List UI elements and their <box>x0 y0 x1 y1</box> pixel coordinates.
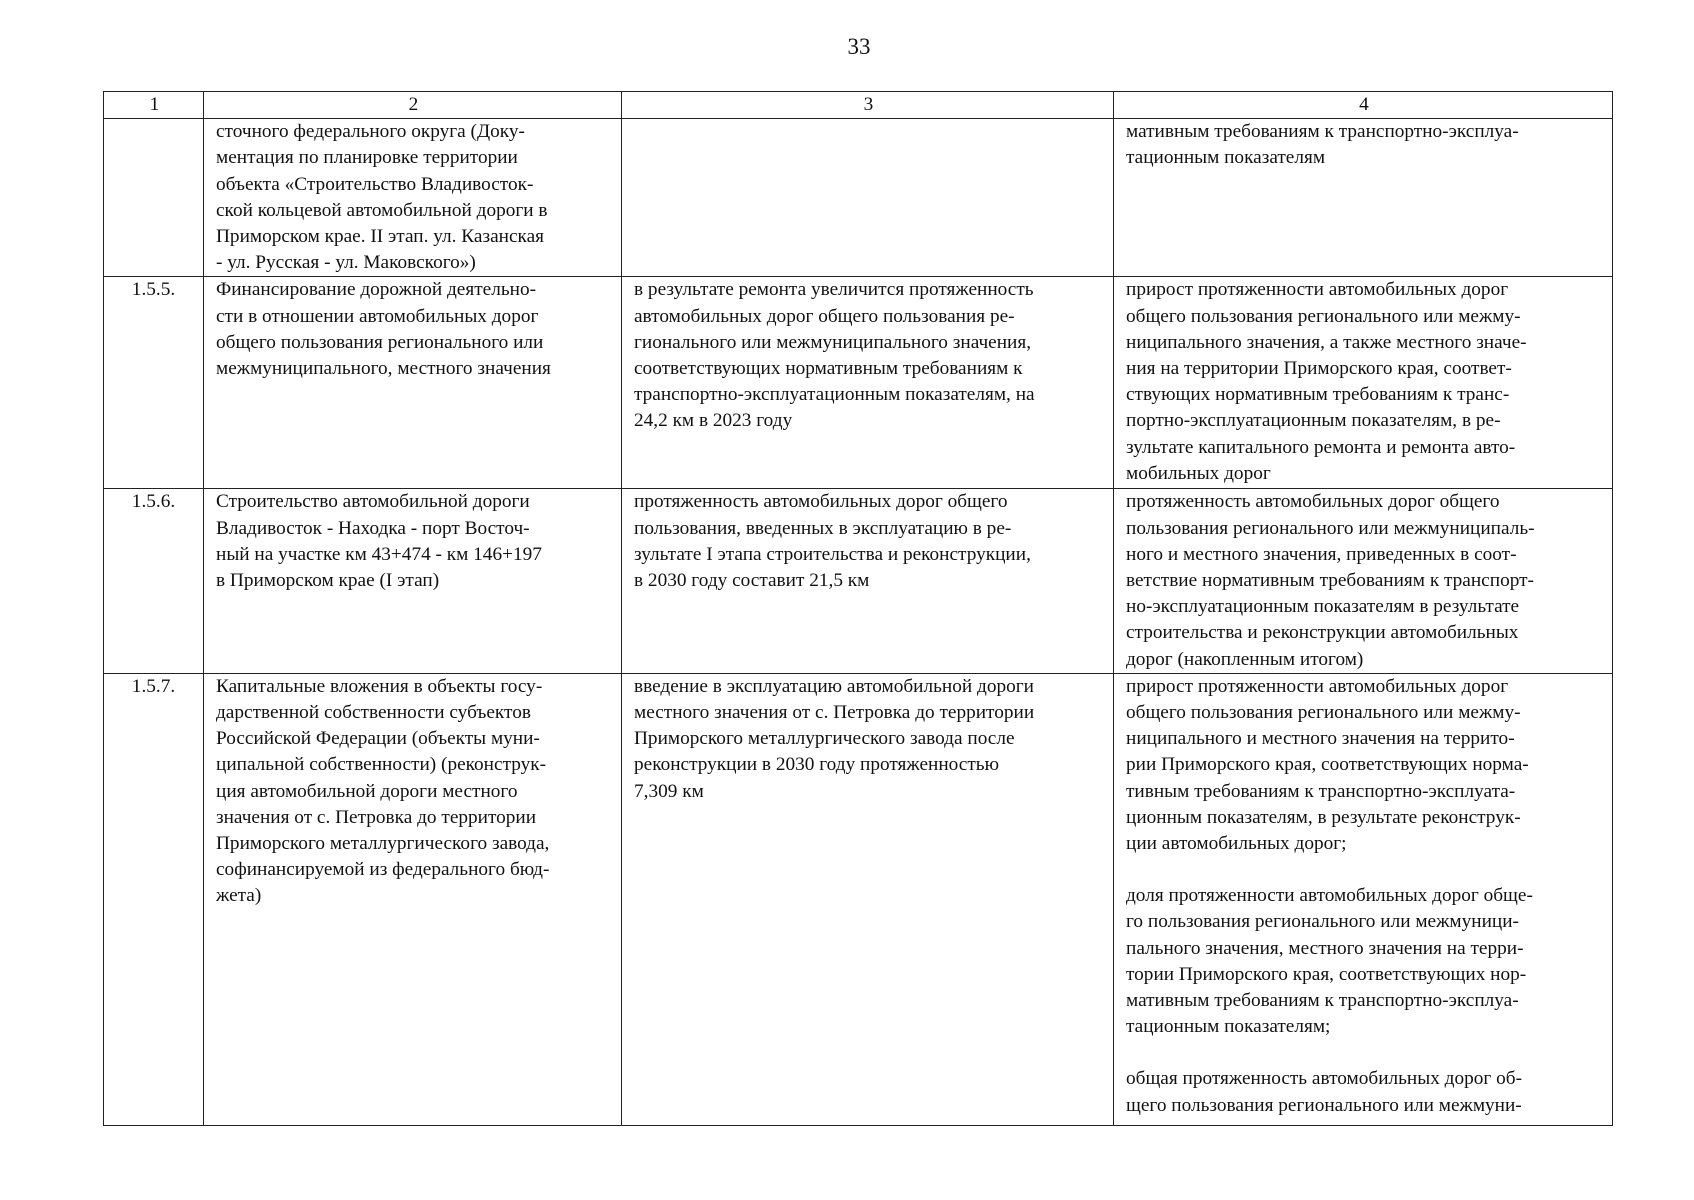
result-cell <box>622 119 1114 277</box>
measure-name: Строительство автомобильной дороги Владивосток - Находка - порт Восточ- ный на участке км 43+474 - км 146+197 в Приморском крае (I этап) <box>216 491 542 592</box>
indicator-text: прирост протяженности автомобильных дорог общего пользования регионального или межму- ниципального и местного значения на террито- рии Приморского края, соответствующих норма- тивным требованиям к транспортно-эксплуата- ционным показателям, в результате реконструк- ции автомобильных дорог; <box>1126 675 1529 855</box>
measure-name-cell <box>204 673 622 1125</box>
indicator-cell <box>1114 673 1613 1125</box>
column-number-3: 3 <box>622 92 1114 119</box>
indicator-cell <box>1114 119 1613 277</box>
result-text: введение в эксплуатацию автомобильной дороги местного значения от с. Петровка до территории Приморского металлургического завода после реконструкции в 2030 году протяженностью 7,309 км <box>634 675 1035 802</box>
paragraph-gap <box>1126 857 1602 883</box>
header-row <box>104 92 1613 119</box>
table-row <box>104 489 1613 673</box>
indicator-text: прирост протяженности автомобильных дорог общего пользования регионального или межму- ниципального значения, а также местного значе- ния на территории Приморского края, соответ- ствующих нормативным требованиям к транс- портно-эксплуатационным показателям, в ре- зультате капитального ремонта и ремонта авто- мобильных дорог <box>1126 279 1527 484</box>
paragraph-gap <box>1126 1040 1602 1066</box>
result-text: протяженность автомобильных дорог общего пользования, введенных в эксплуатацию в ре- зультате I этапа строительства и реконструкции, в 2030 году составит 21,5 км <box>634 491 1031 592</box>
table-row <box>104 119 1613 277</box>
row-number: 1.5.7. <box>104 673 204 1125</box>
indicator-cell <box>1114 277 1613 489</box>
page-number: 33 <box>847 34 871 59</box>
indicator-text: общая протяженность автомобильных дорог об- щего пользования регионального или межмуни- <box>1126 1068 1522 1116</box>
result-cell <box>622 277 1114 489</box>
measures-table <box>103 91 1613 1126</box>
row-number <box>104 119 204 277</box>
result-cell <box>622 673 1114 1125</box>
indicator-text: протяженность автомобильных дорог общего пользования регионального или межмуниципаль- ного и местного значения, приведенных в соот- ветствие нормативным требованиям к транспорт- но-эксплуатационным показателям в результате строительства и реконструкции автомобильных дорог (накопленным итогом) <box>1126 491 1535 670</box>
indicator-cell <box>1114 489 1613 673</box>
table-row <box>104 277 1613 489</box>
indicator-text: мативным требованиям к транспортно-эксплуа- тационным показателям <box>1126 121 1519 169</box>
measure-name-cell <box>204 277 622 489</box>
measure-name-cell <box>204 489 622 673</box>
measure-name: Финансирование дорожной деятельно- сти в отношении автомобильных дорог общего пользования регионального или межмуниципального, местного значения <box>216 279 551 380</box>
measure-name-cell <box>204 119 622 277</box>
column-number-1: 1 <box>104 92 204 119</box>
measure-name: Капитальные вложения в объекты госу- дарственной собственности субъектов Российской Федерации (объекты муни- ципальной собственности) (реконструк- ция автомобильной дороги местного значения от с. Петровка до территории Приморского металлургического завода, софинансируемой из федерального бюд- жета) <box>216 675 550 907</box>
measure-name: сточного федерального округа (Доку- ментация по планировке территории объекта «Строительство Владивосток- ской кольцевой автомобильной дороги в Приморском крае. II этап. ул. Казанская - ул. Русская - ул. Маковского») <box>216 121 548 274</box>
result-text: в результате ремонта увеличится протяженность автомобильных дорог общего пользования ре- гионального или межмуниципального значения, соответствующих нормативным требованиям к транспортно-эксплуатационным показателям, на 24,2 км в 2023 году <box>634 279 1035 432</box>
indicator-text: доля протяженности автомобильных дорог обще- го пользования регионального или межмуници- пального значения, местного значения на терри- тории Приморского края, соответствующих нор- мативным требованиям к транспортно-эксплуа- тационным показателям; <box>1126 885 1533 1038</box>
result-cell <box>622 489 1114 673</box>
column-number-4: 4 <box>1114 92 1613 119</box>
row-number: 1.5.5. <box>104 277 204 489</box>
table-row <box>104 673 1613 1125</box>
column-number-2: 2 <box>204 92 622 119</box>
row-number: 1.5.6. <box>104 489 204 673</box>
